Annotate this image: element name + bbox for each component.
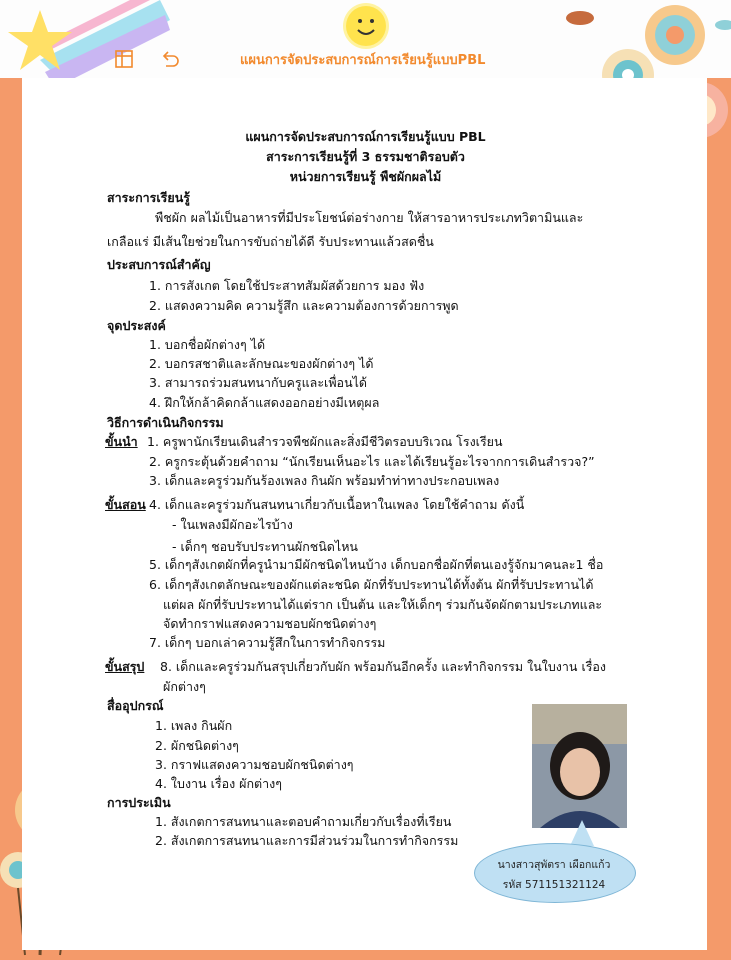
author-code: รหัส 571151321124: [502, 879, 606, 891]
author-speech-bubble: [474, 843, 636, 903]
content-line-1: พืชผัก ผลไม้เป็นอาหารที่มีประโยชน์ต่อร่างกาย ให้สารอาหารประเภทวิตามินและ: [155, 210, 584, 225]
objective-item: 2. บอกรสชาติและลักษณะของผักต่างๆ ได้: [149, 356, 374, 371]
heading-evaluation: การประเมิน: [107, 795, 171, 810]
media-item: 2. ผักชนิดต่างๆ: [155, 738, 239, 753]
author-photo: [532, 704, 627, 828]
heading-method: วิธีการดำเนินกิจกรรม: [107, 415, 224, 430]
media-item: 1. เพลง กินผัก: [155, 718, 233, 733]
content-line-2: เกลือแร่ มีเส้นใยช่วยในการขับถ่ายได้ดี รับประทานแล้วสดชื่น: [107, 234, 434, 249]
summary-item: 8. เด็กและครูร่วมกันสรุปเกี่ยวกับผัก พร้อมกันอีกครั้ง และทำกิจกรรม ในใบงาน เรื่อง: [160, 659, 607, 674]
teach-item: 7. เด็กๆ บอกเล่าความรู้สึกในการทำกิจกรรม: [149, 635, 386, 650]
app-title: แผนการจัดประสบการณ์การเรียนรู้แบบPBL: [240, 53, 486, 68]
step-intro-label: ขั้นนำ: [105, 434, 138, 449]
step-teach-label: ขั้นสอน: [105, 497, 146, 512]
objective-item: 4. ฝึกให้กล้าคิดกล้าแสดงออกอย่างมีเหตุผล: [149, 395, 380, 410]
evaluation-item: 2. สังเกตการสนทนาและการมีส่วนร่วมในการทำกิจกรรม: [155, 833, 459, 848]
author-name: นางสาวสุพัตรา เผือกแก้ว: [497, 859, 611, 871]
experience-item: 2. แสดงความคิด ความรู้สึก และความต้องการด้วยการพูด: [149, 298, 459, 313]
speech-bubble-tail: [570, 820, 594, 846]
intro-item: 1. ครูพานักเรียนเดินสำรวจพืชผักและสิ่งมีชีวิตรอบบริเวณ โรงเรียน: [147, 434, 503, 449]
heading-experience: ประสบการณ์สำคัญ: [107, 257, 211, 272]
doc-title-3: หน่วยการเรียนรู้ พืชผักผลไม้: [289, 169, 442, 184]
heading-media: สื่ออุปกรณ์: [107, 698, 164, 713]
teach-item: แต่ผล ผักที่รับประทานได้แต่ราก เป็นต้น และให้เด็กๆ ร่วมกันจัดผักตามประเภทและ: [163, 597, 603, 612]
summary-item: ผักต่างๆ: [163, 679, 206, 694]
objective-item: 3. สามารถร่วมสนทนากับครูและเพื่อนได้: [149, 375, 368, 390]
heading-objectives: จุดประสงค์: [107, 318, 166, 333]
heading-content: สาระการเรียนรู้: [107, 190, 190, 205]
doc-title-1: แผนการจัดประสบการณ์การเรียนรู้แบบ PBL: [245, 129, 486, 144]
intro-item: 2. ครูกระตุ้นด้วยคำถาม “นักเรียนเห็นอะไร และได้เรียนรู้อะไรจากการเดินสำรวจ?”: [149, 454, 595, 469]
experience-item: 1. การสังเกต โดยใช้ประสาทสัมผัสด้วยการ มอง ฟัง: [149, 278, 425, 293]
teach-item: 4. เด็กและครูร่วมกันสนทนาเกี่ยวกับเนื้อหาในเพลง โดยใช้คำถาม ดังนี้: [149, 497, 525, 512]
teach-item: จัดทำกราฟแสดงความชอบผักชนิดต่างๆ: [163, 616, 377, 631]
teach-item: - เด็กๆ ชอบรับประทานผักชนิดไหน: [172, 539, 358, 554]
doc-title-2: สาระการเรียนรู้ที่ 3 ธรรมชาติรอบตัว: [266, 149, 465, 164]
teach-item: 5. เด็กๆสังเกตผักที่ครูนำมามีผักชนิดไหนบ้าง เด็กบอกชื่อผักที่ตนเองรู้จักมาคนละ1 ชื่อ: [149, 557, 604, 572]
evaluation-item: 1. สังเกตการสนทนาและตอบคำถามเกี่ยวกับเรื่องที่เรียน: [155, 814, 452, 829]
teach-item: 6. เด็กๆสังเกตลักษณะของผักแต่ละชนิด ผักที่รับประทานได้ทั้งต้น ผักที่รับประทานได้: [149, 577, 594, 592]
media-item: 3. กราฟแสดงความชอบผักชนิดต่างๆ: [155, 757, 354, 772]
media-item: 4. ใบงาน เรื่อง ผักต่างๆ: [155, 776, 282, 791]
intro-item: 3. เด็กและครูร่วมกันร้องเพลง กินผัก พร้อมทำท่าทางประกอบเพลง: [149, 473, 500, 488]
teach-item: - ในเพลงมีผักอะไรบ้าง: [172, 517, 293, 532]
objective-item: 1. บอกชื่อผักต่างๆ ได้: [149, 337, 266, 352]
step-summary-label: ขั้นสรุป: [105, 659, 145, 674]
